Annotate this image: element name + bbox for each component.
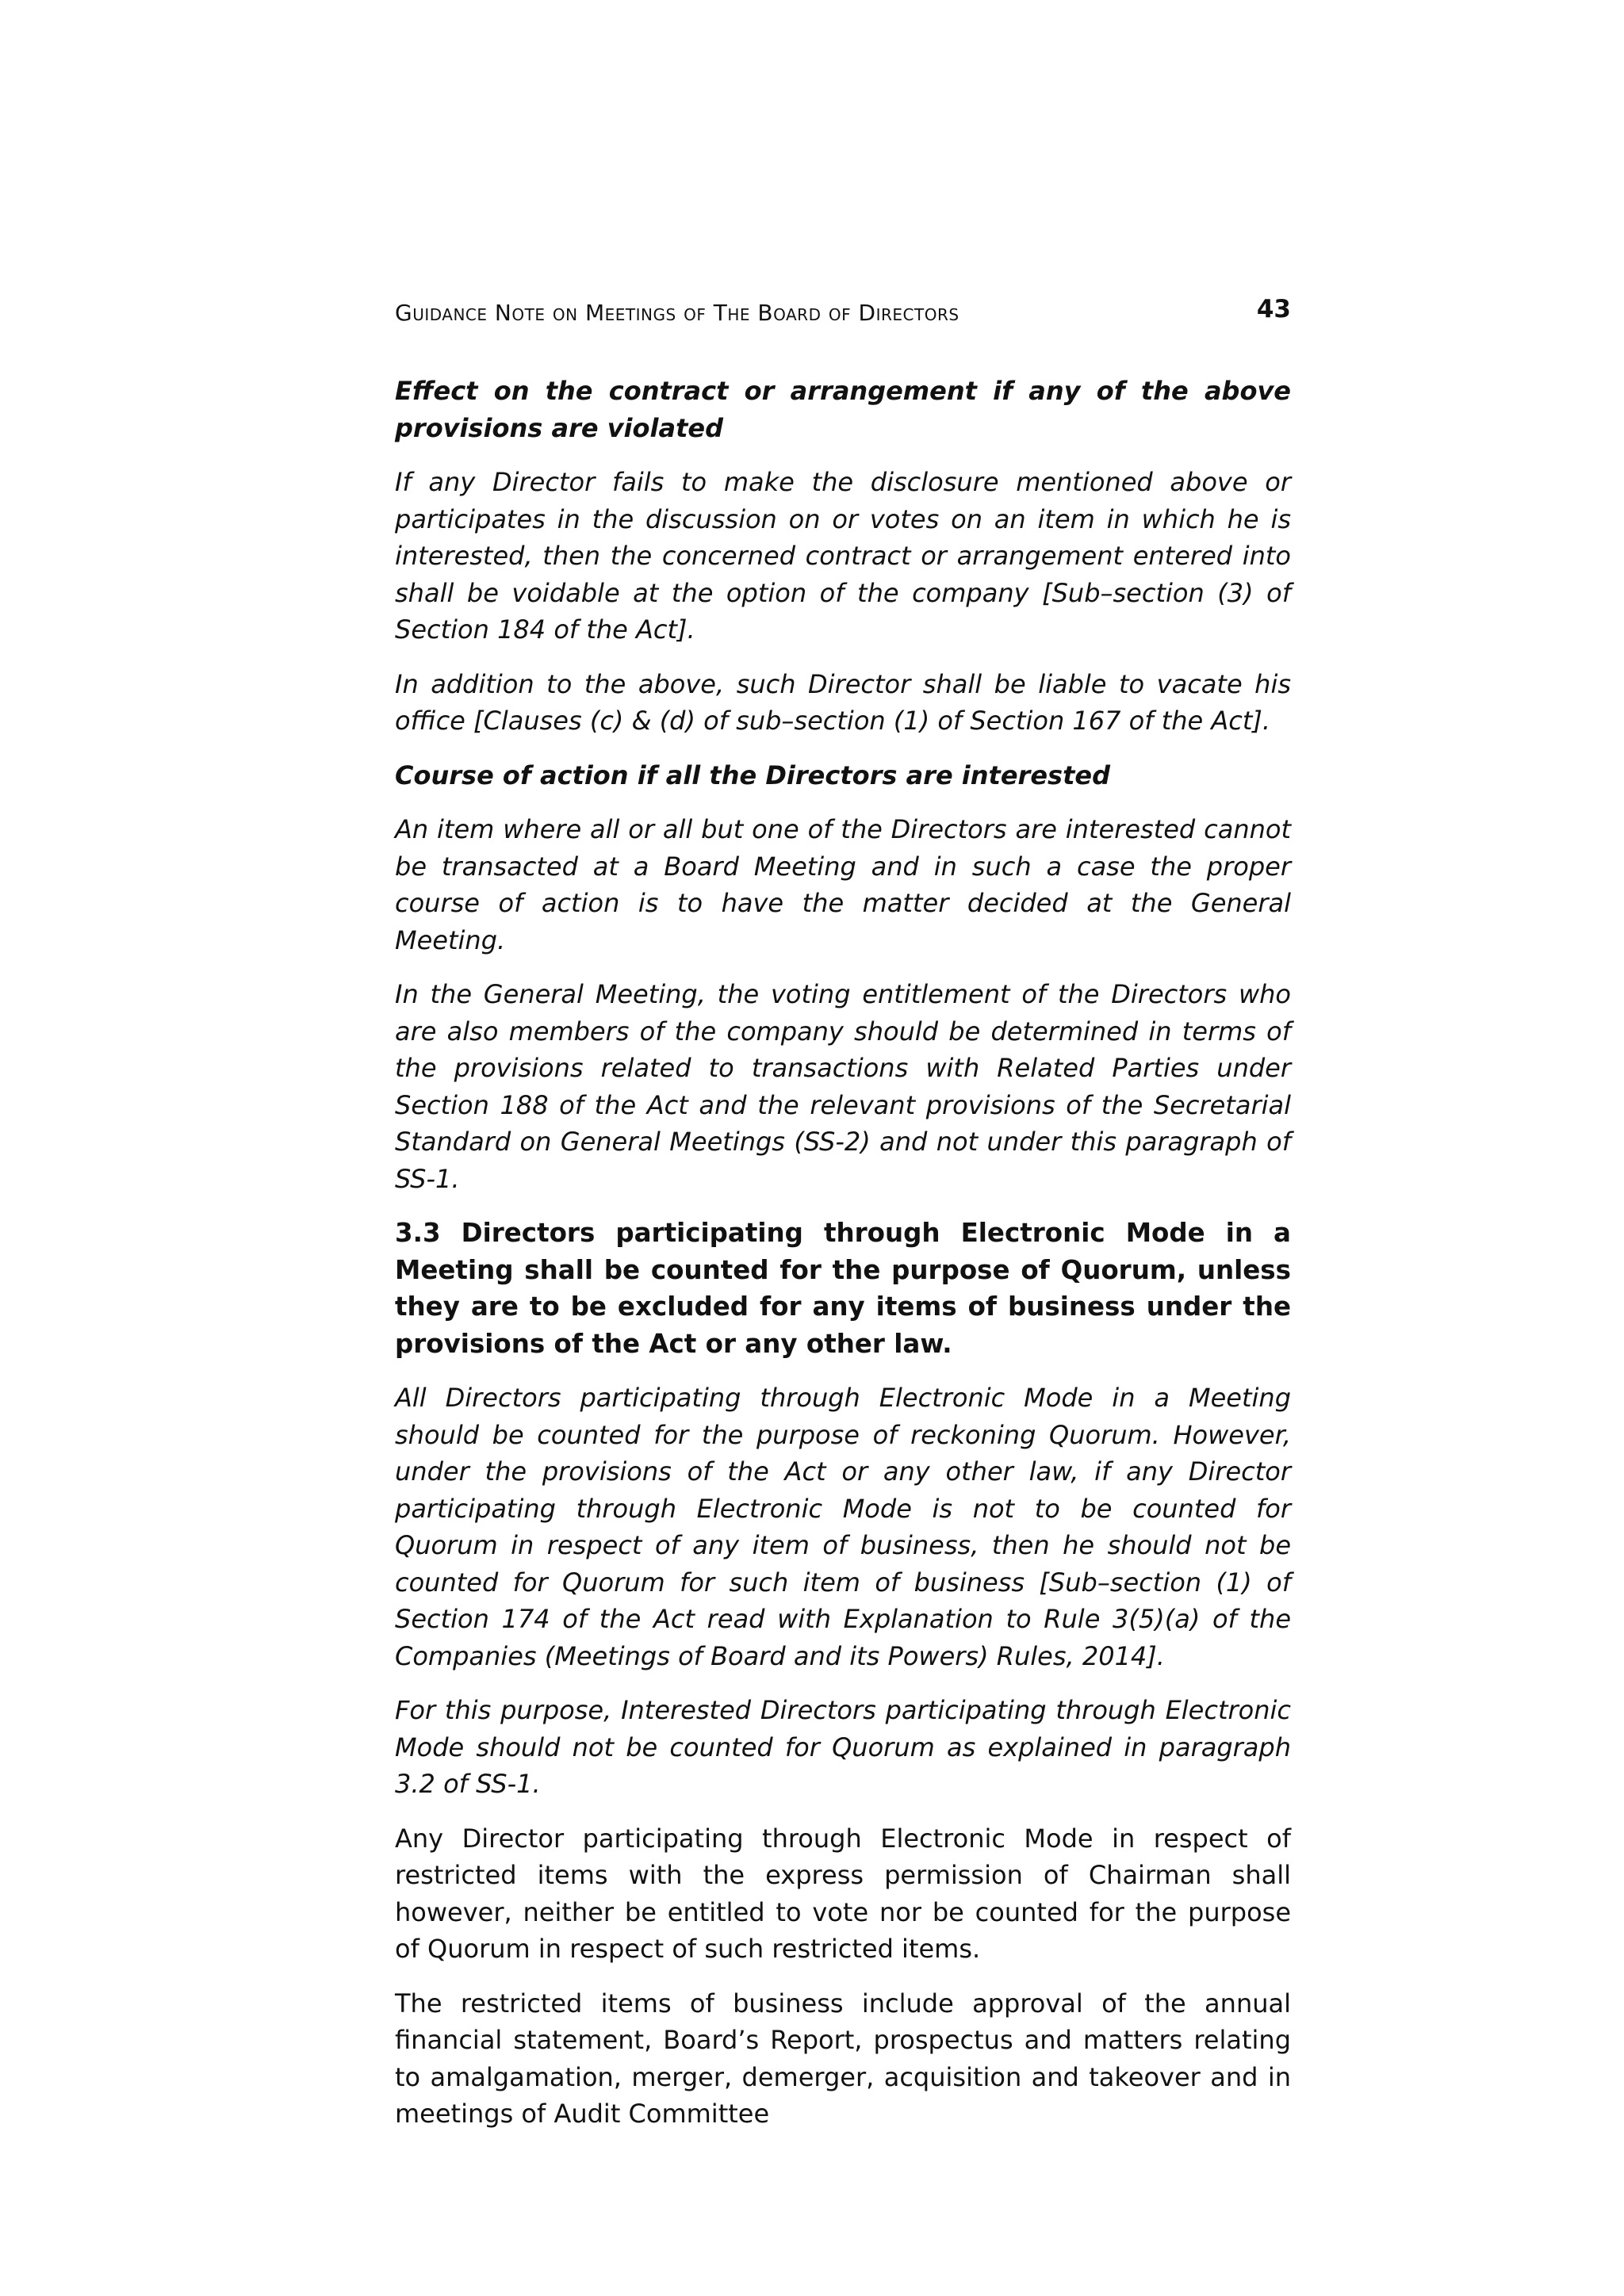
paragraph-restricted-items-permission: Any Director participating through Electronic Mode in respect of restricted items with the express permission of Chairman shall however, neither be entitled to vote nor be counted for the purpose of Quorum in respect of such restricted items. (395, 1823, 1291, 1964)
section-heading-effect-on-contract: Effect on the contract or arrangement if any of the above provisions are violated (395, 376, 1291, 443)
section-heading-course-of-action: Course of action if all the Directors are interested (395, 760, 1110, 790)
page-header (395, 295, 1291, 335)
paragraph-general-meeting-decision: An item where all or all but one of the Directors are interested cannot be transacted at a Board Meeting and in such a case the proper course of action is to have the matter decided at the General Meeting. (395, 814, 1291, 955)
paragraph-voidable-contract: If any Director fails to make the disclosure mentioned above or participates in the discussion on or votes on an item in which he is interested, then the concerned contract or arrangement entered into shall be voidable at the option of the company [Sub–section (3) of Section 184 of the Act]. (395, 467, 1291, 645)
running-title: Guidance Note on Meetings of The Board of Directors (395, 300, 959, 326)
paragraph-voting-entitlement: In the General Meeting, the voting entitlement of the Directors who are also members of the company should be determined in terms of the provisions related to transactions with Related Parties under Section 188 of the Act and the relevant provisions of the Secretarial Standard on General Meetings (SS-2) and not under this paragraph of SS-1. (395, 979, 1291, 1194)
page-number: 43 (1256, 295, 1291, 323)
paragraph-interested-directors: For this purpose, Interested Directors participating through Electronic Mode should not be counted for Quorum as explained in paragraph 3.2 of SS-1. (395, 1695, 1291, 1799)
paragraph-vacate-office: In addition to the above, such Director shall be liable to vacate his office [Clauses (c) & (d) of sub–section (1) of Section 167 of the Act]. (395, 668, 1291, 736)
paragraph-electronic-mode-quorum: All Directors participating through Electronic Mode in a Meeting should be counted for the purpose of reckoning Quorum. However, under the provisions of the Act or any other law, if any Director participating through Electronic Mode is not to be counted for Quorum in respect of any item of business, then he should not be counted for Quorum for such item of business [Sub–section (1) of Section 174 of the Act read with Explanation to Rule 3(5)(a) of the Companies (Meetings of Board and its Powers) Rules, 2014]. (395, 1383, 1291, 1671)
page-body (395, 373, 1291, 2133)
paragraph-restricted-items-list: The restricted items of business include approval of the annual financial statement, Board’s Report, prospectus and matters relating to amalgamation, merger, demerger, acquisition and takeover and in meetings of Audit Committee (395, 1988, 1291, 2129)
standard-3-3-heading: 3.3 Directors participating through Electronic Mode in a Meeting shall be counted for the purpose of Quorum, unless they are to be excluded for any items of business under the provisions of the Act or any other law. (395, 1218, 1291, 1359)
